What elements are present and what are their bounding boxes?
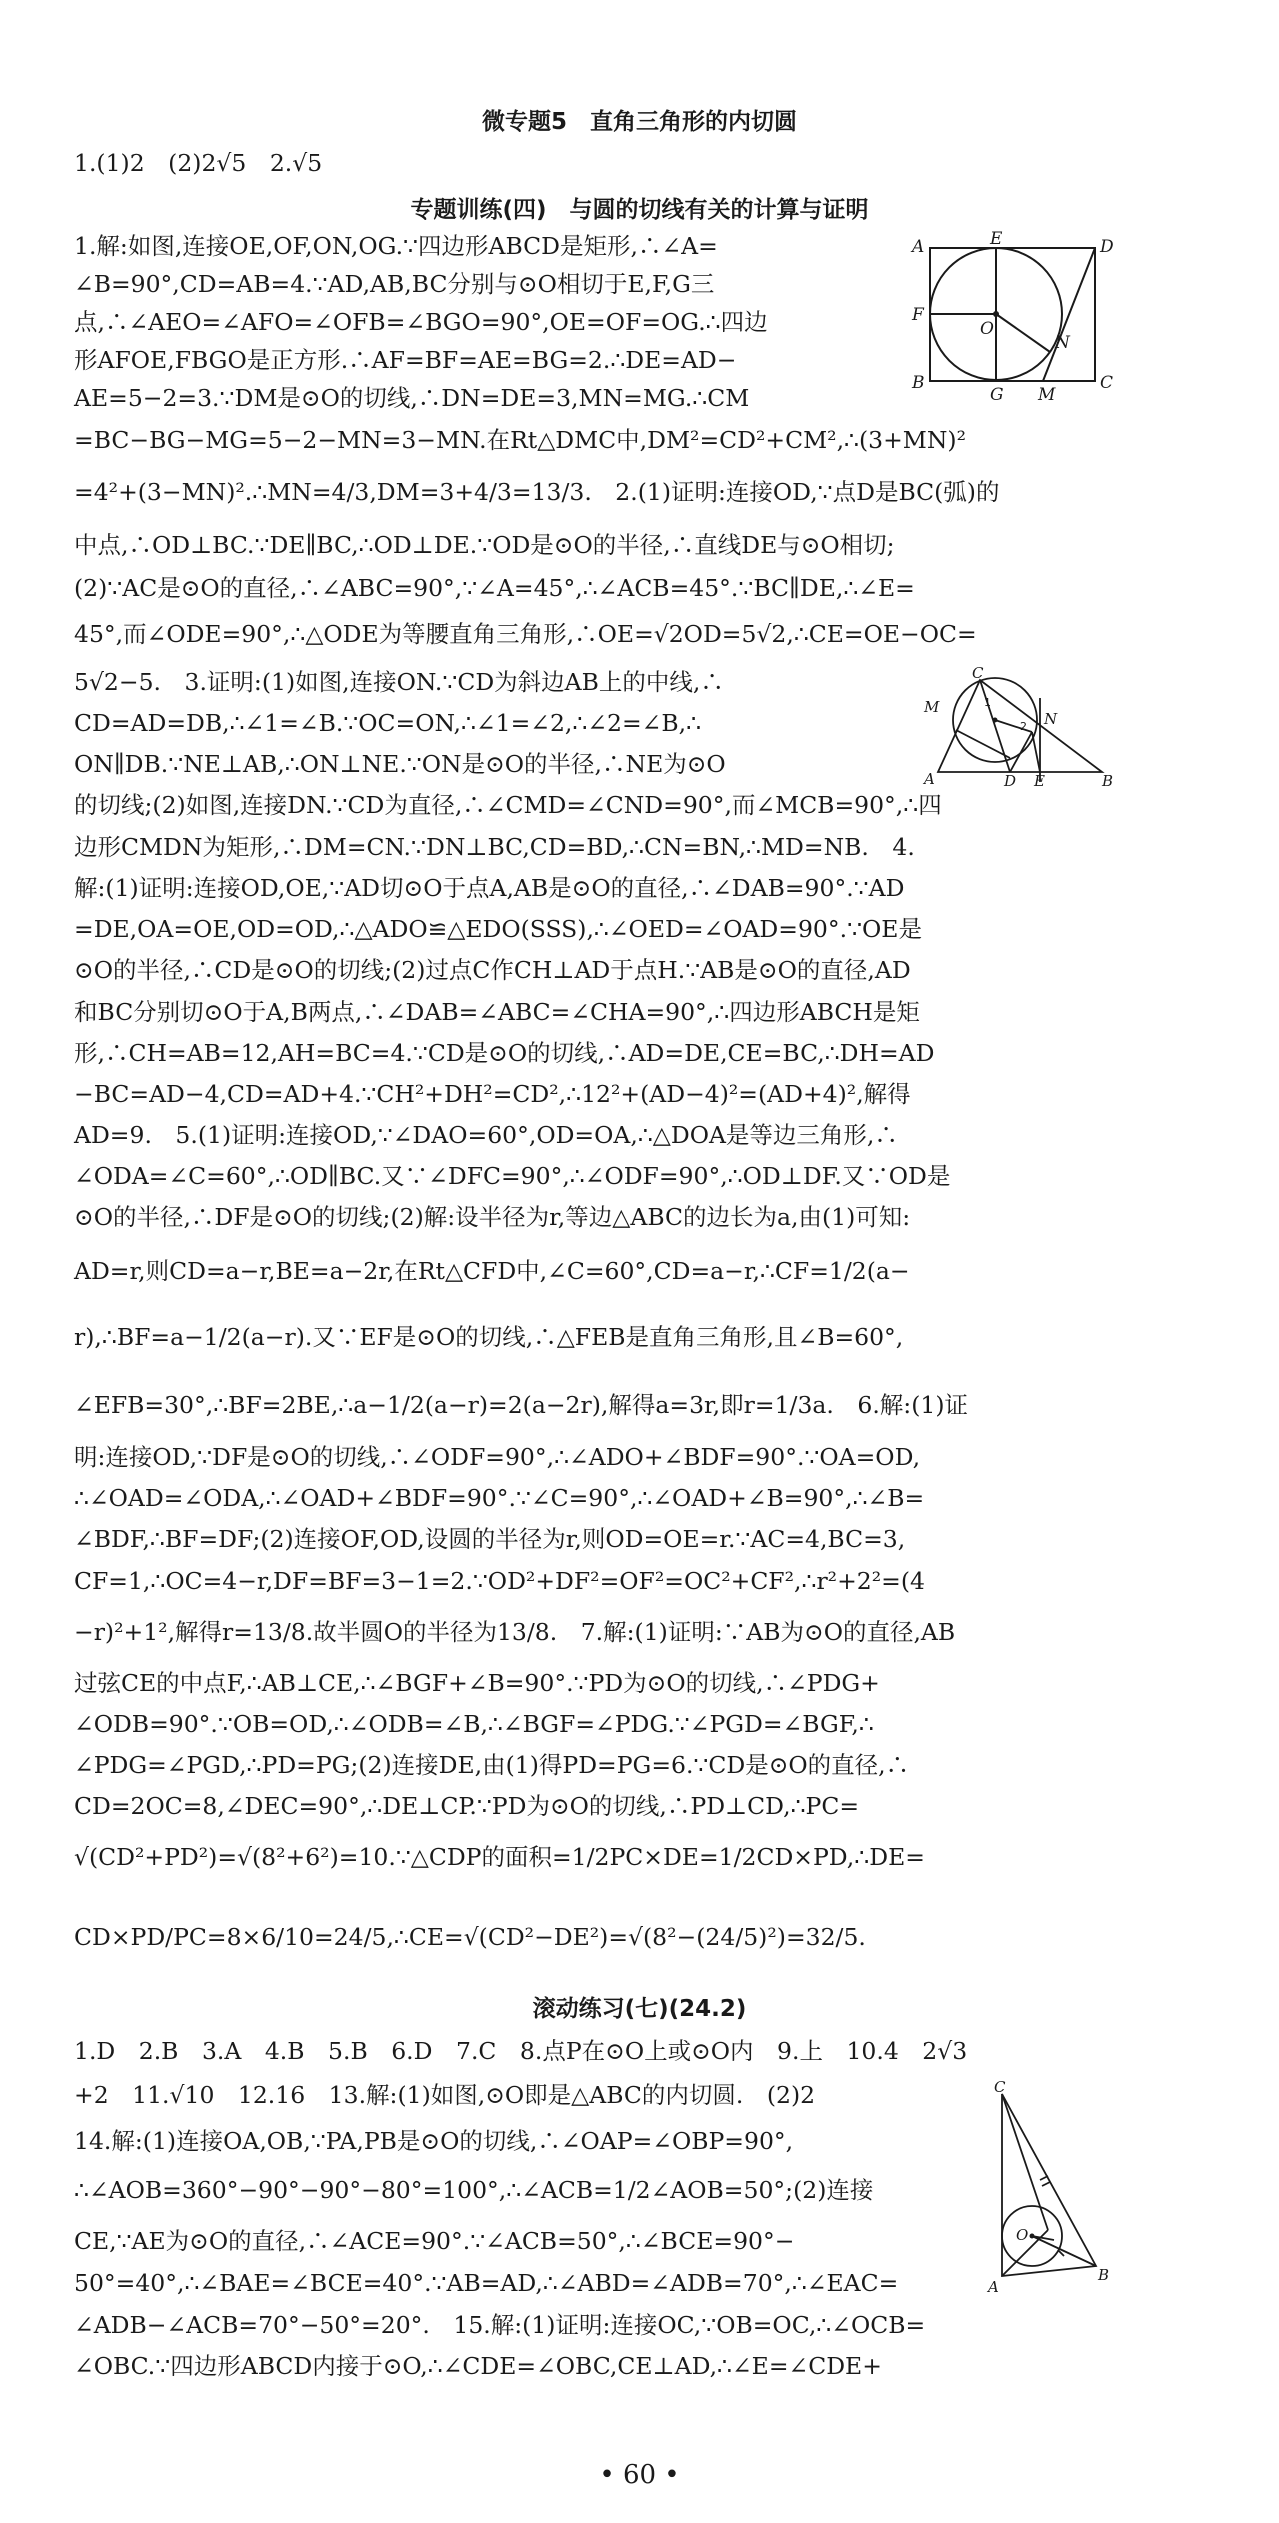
label-angle-1: 1 — [984, 696, 991, 709]
text-line: ∠B=90°,CD=AB=4.∵AD,AB,BC分别与⊙O相切于E,F,G三 — [74, 270, 715, 298]
text-line: +2 11.√10 12.16 13.解:(1)如图,⊙O即是△ABC的内切圆. (2)2 — [74, 2081, 816, 2109]
text-line: 明:连接OD,∵DF是⊙O的切线,∴∠ODF=90°,∴∠ADO+∠BDF=90°.∵OA=OD, — [74, 1443, 921, 1471]
text-line: ∠ADB−∠ACB=70°−50°=20°. 15.解:(1)证明:连接OC,∵OB=OC,∴∠OCB= — [74, 2311, 926, 2339]
label-angle-2: 2 — [1020, 720, 1027, 733]
label-A: A — [912, 237, 925, 257]
text-line: 45°,而∠ODE=90°,∴△ODE为等腰直角三角形,∴OE=√2OD=5√2,∴CE=OE−OC= — [74, 620, 977, 648]
text-line: =4²+(3−MN)².∴MN=4/3,DM=3+4/3=13/3. 2.(1)证明:连接OD,∵点D是BC(弧)的 — [74, 478, 1000, 506]
label-G: G — [990, 385, 1004, 405]
text-line: ⊙O的半径,∴CD是⊙O的切线;(2)过点C作CH⊥AD于点H.∵AB是⊙O的直径,AD — [74, 956, 911, 984]
text-line: =DE,OA=OE,OD=OD,∴△ADO≌△EDO(SSS),∴∠OED=∠OAD=90°.∵OE是 — [74, 915, 922, 943]
label-D: D — [1004, 772, 1017, 790]
text-line: 14.解:(1)连接OA,OB,∵PA,PB是⊙O的切线,∴∠OAP=∠OBP=90°, — [74, 2127, 794, 2155]
micro-answers: 1.(1)2 (2)2√5 2.√5 — [74, 149, 323, 177]
text-line: ∠PDG=∠PGD,∴PD=PG;(2)连接DE,由(1)得PD=PG=6.∵CD是⊙O的直径,∴ — [74, 1751, 910, 1779]
text-line: ∠EFB=30°,∴BF=2BE,∴a−1/2(a−r)=2(a−2r),解得a=3r,即r=1/3a. 6.解:(1)证 — [74, 1391, 968, 1419]
text-line: 1.D 2.B 3.A 4.B 5.B 6.D 7.C 8.点P在⊙O上或⊙O内 9.上 10.4 2√3 — [74, 2037, 968, 2065]
text-line: (2)∵AC是⊙O的直径,∴∠ABC=90°,∵∠A=45°,∴∠ACB=45°.∵BC∥DE,∴∠E= — [74, 574, 915, 602]
text-line: AE=5−2=3.∵DM是⊙O的切线,∴DN=DE=3,MN=MG.∴CM — [74, 384, 750, 412]
label-F: F — [912, 305, 924, 325]
text-line: 形AFOE,FBGO是正方形.∴AF=BF=AE=BG=2.∴DE=AD− — [74, 346, 737, 374]
label-B: B — [1102, 772, 1114, 790]
text-line: ∴∠AOB=360°−90°−90°−80°=100°,∴∠ACB=1/2∠AOB=50°;(2)连接 — [74, 2176, 874, 2204]
label-B: B — [912, 373, 925, 393]
text-line: 过弦CE的中点F,∴AB⊥CE,∴∠BGF+∠B=90°.∵PD为⊙O的切线,∴∠PDG+ — [74, 1669, 880, 1697]
micro-topic-title: 微专题5 直角三角形的内切圆 — [481, 109, 797, 135]
label-B: B — [1098, 2266, 1110, 2284]
text-line: 边形CMDN为矩形,∴DM=CN.∵DN⊥BC,CD=BD,∴CN=BN,∴MD=NB. 4. — [74, 833, 915, 861]
text-line: −BC=AD−4,CD=AD+4.∵CH²+DH²=CD²,∴12²+(AD−4)²=(AD+4)²,解得 — [74, 1080, 911, 1108]
label-N: N — [1055, 333, 1070, 353]
text-line: −r)²+1²,解得r=13/8.故半圆O的半径为13/8. 7.解:(1)证明:∵AB为⊙O的直径,AB — [74, 1618, 956, 1646]
text-line: ∠ODB=90°.∵OB=OD,∴∠ODB=∠B,∴∠BGF=∠PDG.∵∠PGD=∠BGF,∴ — [74, 1710, 874, 1738]
text-line: CD×PD/PC=8×6/10=24/5,∴CE=√(CD²−DE²)=√(8²−(24/5)²)=32/5. — [74, 1923, 866, 1951]
label-C: C — [972, 664, 984, 682]
text-line: 的切线;(2)如图,连接DN.∵CD为直径,∴∠CMD=∠CND=90°,而∠MCB=90°,∴四 — [74, 791, 942, 819]
text-line: CF=1,∴OC=4−r,DF=BF=3−1=2.∵OD²+DF²=OF²=OC²+CF²,∴r²+2²=(4 — [74, 1567, 925, 1595]
text-line: 和BC分别切⊙O于A,B两点,∴∠DAB=∠ABC=∠CHA=90°,∴四边形ABCH是矩 — [74, 998, 920, 1026]
figure-rectangle-incircle — [910, 228, 1114, 408]
label-O: O — [980, 319, 994, 339]
text-line: CE,∵AE为⊙O的直径,∴∠ACE=90°.∵∠ACB=50°,∴∠BCE=90°− — [74, 2227, 795, 2255]
special-training-title: 专题训练(四) 与圆的切线有关的计算与证明 — [410, 197, 869, 223]
label-M: M — [1038, 385, 1056, 405]
text-line: ∠ODA=∠C=60°,∴OD∥BC.又∵∠DFC=90°,∴∠ODF=90°,∴OD⊥DF.又∵OD是 — [74, 1162, 951, 1190]
text-line: ⊙O的半径,∴DF是⊙O的切线;(2)解:设半径为r,等边△ABC的边长为a,由(1)可知: — [74, 1203, 911, 1231]
label-N: N — [1044, 710, 1058, 728]
text-line: √(CD²+PD²)=√(8²+6²)=10.∵△CDP的面积=1/2PC×DE=1/2CD×PD,∴DE= — [74, 1843, 925, 1871]
text-line: 形,∴CH=AB=12,AH=BC=4.∵CD是⊙O的切线,∴AD=DE,CE=BC,∴DH=AD — [74, 1039, 935, 1067]
label-E: E — [1034, 772, 1045, 790]
label-M: M — [924, 698, 940, 716]
text-line: 50°=40°,∴∠BAE=∠BCE=40°.∵AB=AD,∴∠ABD=∠ADB=70°,∴∠EAC= — [74, 2269, 899, 2297]
label-E: E — [990, 229, 1003, 249]
rolling-practice-title: 滚动练习(七)(24.2) — [532, 1996, 747, 2022]
label-D: D — [1100, 237, 1114, 257]
text-line: AD=9. 5.(1)证明:连接OD,∵∠DAO=60°,OD=OA,∴△DOA是等边三角形,∴ — [74, 1121, 898, 1149]
label-A: A — [988, 2278, 999, 2296]
text-line: =BC−BG−MG=5−2−MN=3−MN.在Rt△DMC中,DM²=CD²+CM²,∴(3+MN)² — [74, 426, 967, 454]
text-line: 中点,∴OD⊥BC.∵DE∥BC,∴OD⊥DE.∵OD是⊙O的半径,∴直线DE与⊙O相切; — [74, 531, 895, 559]
text-line: ∠OBC.∵四边形ABCD内接于⊙O,∴∠CDE=∠OBC,CE⊥AD,∴∠E=∠CDE+ — [74, 2352, 882, 2380]
figure-right-triangle-circle — [920, 664, 1115, 790]
text-line: ∠BDF,∴BF=DF;(2)连接OF,OD,设圆的半径为r,则OD=OE=r.∵AC=4,BC=3, — [74, 1525, 906, 1553]
text-line: 5√2−5. 3.证明:(1)如图,连接ON.∵CD为斜边AB上的中线,∴ — [74, 668, 724, 696]
text-line: r),∴BF=a−1/2(a−r).又∵EF是⊙O的切线,∴△FEB是直角三角形,且∠B=60°, — [74, 1323, 904, 1351]
text-line: ∴∠OAD=∠ODA,∴∠OAD+∠BDF=90°.∵∠C=90°,∴∠OAD+∠B=90°,∴∠B= — [74, 1484, 925, 1512]
text-line: ON∥DB.∵NE⊥AB,∴ON⊥NE.∵ON是⊙O的半径,∴NE为⊙O — [74, 750, 726, 778]
label-C: C — [994, 2078, 1006, 2096]
text-line: 点,∴∠AEO=∠AFO=∠OFB=∠BGO=90°,OE=OF=OG.∴四边 — [74, 308, 768, 336]
text-line: AD=r,则CD=a−r,BE=a−2r,在Rt△CFD中,∠C=60°,CD=a−r,∴CF=1/2(a− — [74, 1257, 910, 1285]
label-C: C — [1100, 373, 1114, 393]
figure-triangle-incircle — [980, 2080, 1110, 2295]
label-O: O — [1016, 2226, 1029, 2244]
page-number: • 60 • — [599, 2460, 680, 2490]
text-line: 解:(1)证明:连接OD,OE,∵AD切⊙O于点A,AB是⊙O的直径,∴∠DAB=90°.∵AD — [74, 874, 905, 902]
label-A: A — [924, 770, 935, 788]
text-line: CD=AD=DB,∴∠1=∠B.∵OC=ON,∴∠1=∠2,∴∠2=∠B,∴ — [74, 709, 702, 737]
text-line: CD=2OC=8,∠DEC=90°,∴DE⊥CP.∵PD为⊙O的切线,∴PD⊥CD,∴PC= — [74, 1792, 860, 1820]
text-line: 1.解:如图,连接OE,OF,ON,OG.∵四边形ABCD是矩形,∴∠A= — [74, 232, 718, 260]
